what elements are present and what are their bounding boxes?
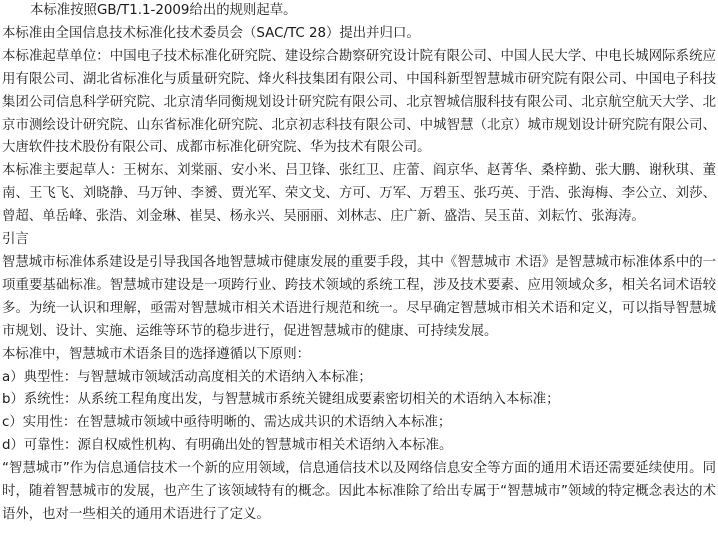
drafting-units-paragraph: 本标准起草单位：中国电子技术标准化研究院、建设综合勘察研究设计院有限公司、中国人民大学、中电长城网际系统应用有限公司、湖北省标准化与质量研究院、烽火科技集团有限公司、中国科新型智慧城市研究院有限公司、中国电子科技集团公司信息科学研究院、北京清华同衡规划设计研究院有限公司、北京智城信服科技有限公司、北京航空航天大学、北京市测绘设计研究院、山东省标准化研究院、北京初志科技有限公司、中城智慧（北京）城市规划设计研究院有限公司、大唐软件技术股份有限公司、成都市标准化研究院、华为技术有限公司。 xyxy=(2,48,716,156)
introduction-heading: 引言 xyxy=(2,232,29,248)
principle-item-a: a）典型性：与智慧城市领域活动高度相关的术语纳入本标准； xyxy=(2,369,372,385)
principle-item-b: b）系统性：从系统工程角度出发，与智慧城市系统关键组成要素密切相关的术语纳入本标准； xyxy=(2,392,560,408)
committee-paragraph: 本标准由全国信息技术标准化技术委员会（SAC/TC 28）提出并归口。 xyxy=(2,25,420,41)
introduction-paragraph: 智慧城市标准体系建设是引导我国各地智慧城市健康发展的重要手段，其中《智慧城市 术语》是智慧城市标准体系中的一项重要基础标准。智慧城市建设是一项跨行业、跨技术领域的系统工程，涉及技术要素、应用领域众多，相关名词术语较多。为统一认识和理解，亟需对智慧城市相关术语进行规范和统一。尽早确定智慧城市相关术语和定义，可以指导智慧城市规划、设计、实施、运维等环节的稳步进行，促进智慧城市的健康、可持续发展。 xyxy=(2,254,716,339)
document-body xyxy=(2,0,716,527)
general-terms-paragraph: “智慧城市”作为信息通信技术一个新的应用领域，信息通信技术以及网络信息安全等方面的通用术语还需要延续使用。同时，随着智慧城市的发展，也产生了该领域特有的概念。因此本标准除了给出专属于“智慧城市”领域的特定概念表达的术语外，也对一些相关的通用术语进行了定义。 xyxy=(2,461,716,522)
principle-item-c: c）实用性：在智慧城市领域中亟待明晰的、需达成共识的术语纳入本标准； xyxy=(2,415,452,431)
principle-item-d: d）可靠性：源自权威性机构、有明确出处的智慧城市相关术语纳入本标准。 xyxy=(2,438,453,454)
principles-intro: 本标准中，智慧城市术语条目的选择遵循以下原则： xyxy=(2,346,310,362)
drafting-rules-paragraph: 本标准按照GB/T1.1-2009给出的规则起草。 xyxy=(30,3,297,18)
drafters-paragraph: 本标准主要起草人：王树东、刘棠丽、安小米、吕卫锋、张红卫、庄蕾、阎京华、赵菁华、桑梓勤、张大鹏、谢秋琪、董南、王飞飞、刘晓静、马万钟、李赟、贾光军、荣文戈、方可、万军、万碧玉、张巧英、于浩、张海梅、李公立、刘莎、曾超、单岳峰、张浩、刘金琳、崔昊、杨永兴、吴丽丽、刘林志、庄广新、盛浩、吴玉苗、刘耘竹、张海涛。 xyxy=(2,163,716,225)
